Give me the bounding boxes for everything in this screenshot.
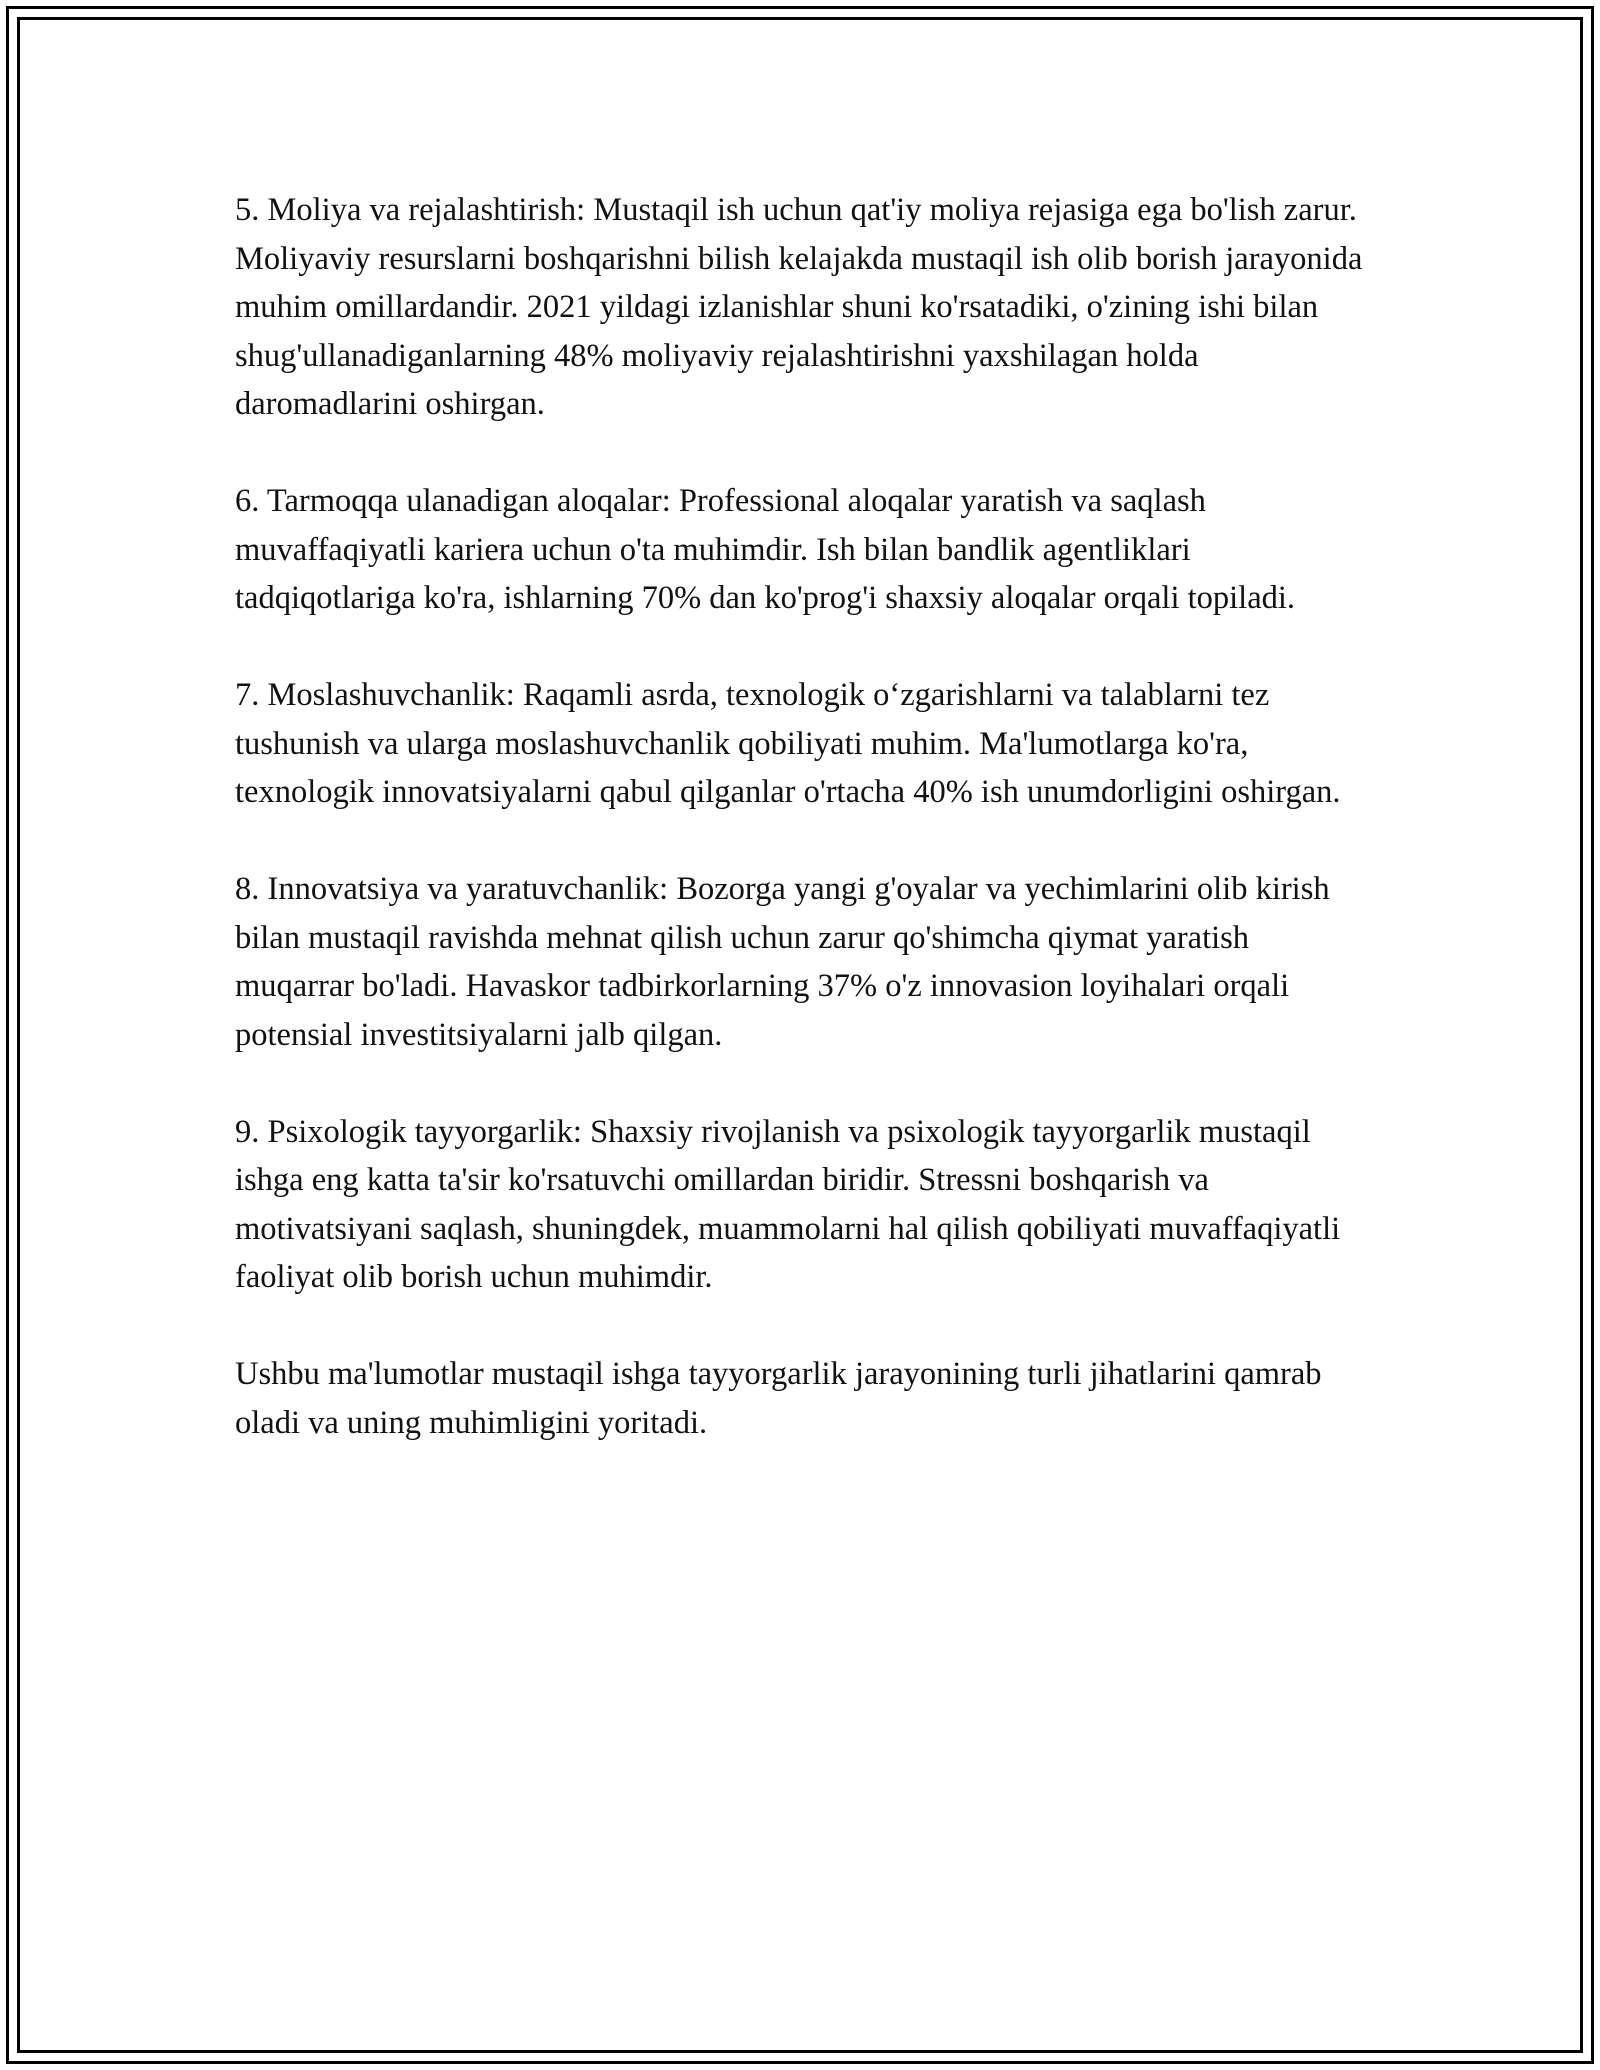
- paragraph-networking: 6. Tarmoqqa ulanadigan aloqalar: Professional aloqalar yaratish va saqlash muvaffaqiyatli kariera uchun o'ta muhimdir. Ish bilan bandlik agentliklari tadqiqotlariga ko'ra, ishlarning 70% dan ko'prog'i shaxsiy aloqalar orqali topiladi.: [235, 483, 1296, 616]
- paragraph-psychological-readiness: 9. Psixologik tayyorgarlik: Shaxsiy rivojlanish va psixologik tayyorgarlik mustaqil ishga eng katta ta'sir ko'rsatuvchi omillardan biridir. Stressni boshqarish va motivatsiyani saqlash, shuningdek, muammolarni hal qilish qobiliyati muvaffaqiyatli faoliyat olib borish uchun muhimdir.: [235, 1113, 1341, 1295]
- document-body: [235, 186, 1375, 1496]
- paragraph-conclusion: Ushbu ma'lumotlar mustaqil ishga tayyorgarlik jarayonining turli jihatlarini qamrab oladi va uning muhimligini yoritadi.: [235, 1356, 1322, 1441]
- paragraph-finance-planning: 5. Moliya va rejalashtirish: Mustaqil ish uchun qat'iy moliya rejasiga ega bo'lish zarur. Moliyaviy resurslarni boshqarishni bilish kelajakda mustaqil ish olib borish jarayonida muhim omillardandir. 2021 yildagi izlanishlar shuni ko'rsatadiki, o'zining ishi bilan shug'ullanadiganlarning 48% moliyaviy rejalashtirishni yaxshilagan holda daromadlarini oshirgan.: [235, 192, 1363, 422]
- paragraph-adaptability: 7. Moslashuvchanlik: Raqamli asrda, texnologik o‘zgarishlarni va talablarni tez tushunish va ularga moslashuvchanlik qobiliyati muhim. Ma'lumotlarga ko'ra, texnologik innovatsiyalarni qabul qilganlar o'rtacha 40% ish unumdorligini oshirgan.: [235, 677, 1341, 810]
- paragraph-innovation: 8. Innovatsiya va yaratuvchanlik: Bozorga yangi g'oyalar va yechimlarini olib kirish bilan mustaqil ravishda mehnat qilish uchun zarur qo'shimcha qiymat yaratish muqarrar bo'ladi. Havaskor tadbirkorlarning 37% o'z innovasion loyihalari orqali potensial investitsiyalarni jalb qilgan.: [235, 871, 1330, 1053]
